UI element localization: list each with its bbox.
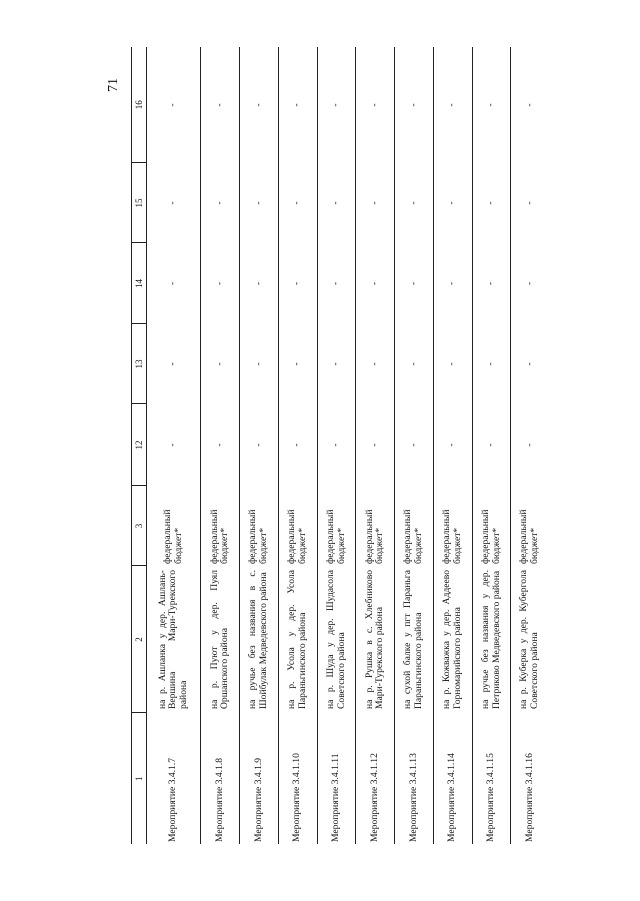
measure-name: Мероприятие 3.4.1.14 — [433, 713, 472, 844]
value-cell: - — [278, 47, 317, 163]
value-cell: - — [201, 324, 240, 404]
table-row — [317, 47, 356, 844]
funding-source: федеральный бюджет* — [433, 486, 472, 566]
value-cell: - — [240, 324, 279, 404]
value-cell: - — [523, 201, 535, 205]
funding-source: федеральный бюджет* — [356, 486, 395, 566]
value-cell: - — [147, 47, 201, 163]
value-cell: - — [356, 47, 395, 163]
value-cell: - — [523, 443, 535, 447]
value-cell: - — [278, 404, 317, 486]
measure-location: на р. Куберка у дер. Кубергола Советского района — [518, 570, 541, 709]
value-cell: - — [147, 324, 201, 404]
column-header: 14 — [132, 243, 147, 324]
value-cell: - — [433, 163, 472, 243]
column-header: 13 — [132, 324, 147, 404]
value-cell: - — [317, 324, 356, 404]
value-cell: - — [523, 103, 535, 107]
table-row — [278, 47, 317, 844]
value-cell: - — [433, 47, 472, 163]
value-cell: - — [317, 163, 356, 243]
funding-source: федеральный бюджет* — [201, 486, 240, 566]
value-cell: - — [356, 324, 395, 404]
value-cell: - — [278, 243, 317, 324]
column-header: 3 — [132, 486, 147, 566]
value-cell: - — [317, 47, 356, 163]
measure-location: на ручье без названия у дер. Петриково Медведевского района — [472, 566, 511, 713]
value-cell: - — [472, 163, 511, 243]
table-row — [395, 47, 434, 844]
column-header: 16 — [132, 47, 147, 163]
measure-name: Мероприятие 3.4.1.15 — [472, 713, 511, 844]
measure-location: на р. Ашланка у дер. Ашлань-Вершина Мари-Турекского района — [147, 566, 201, 713]
table-row — [511, 47, 549, 844]
table-row — [201, 47, 240, 844]
value-cell: - — [523, 281, 535, 286]
value-cell: - — [523, 362, 535, 366]
measure-location: на сухой балке у пгт Параньга Параньгинского района — [395, 566, 434, 713]
measure-location: на р. Шуда у дер. Шудасола Советского района — [317, 566, 356, 713]
measure-location: на р. Кожважка у дер. Аддеево Горномарийского района — [433, 566, 472, 713]
funding-source: федеральный бюджет* — [240, 486, 279, 566]
measure-location: на ручье без названия в с. Шойбулак Медведевского района — [240, 566, 279, 713]
measures-table — [131, 47, 549, 844]
measure-location: на р. Пуют у дер. Пуял Оршанского района — [201, 566, 240, 713]
value-cell: - — [147, 404, 201, 486]
value-cell: - — [240, 404, 279, 486]
value-cell: - — [201, 163, 240, 243]
column-header: 12 — [132, 404, 147, 486]
funding-source: федеральный бюджет* — [278, 486, 317, 566]
table-row — [147, 47, 201, 844]
value-cell: - — [433, 404, 472, 486]
value-cell: - — [201, 47, 240, 163]
measure-name: Мероприятие 3.4.1.13 — [395, 713, 434, 844]
measure-name: Мероприятие 3.4.1.10 — [278, 713, 317, 844]
measure-name: Мероприятие 3.4.1.8 — [201, 713, 240, 844]
measures-table-wrapper — [131, 47, 549, 844]
value-cell: - — [147, 243, 201, 324]
funding-source: федеральный бюджет* — [518, 509, 541, 564]
column-header: 1 — [132, 713, 147, 844]
value-cell: - — [240, 47, 279, 163]
table-row — [433, 47, 472, 844]
page-number: 71 — [106, 78, 121, 92]
value-cell: - — [395, 324, 434, 404]
value-cell: - — [472, 404, 511, 486]
value-cell: - — [395, 163, 434, 243]
value-cell: - — [201, 404, 240, 486]
measure-name: Мероприятие 3.4.1.16 — [523, 753, 535, 842]
value-cell: - — [472, 243, 511, 324]
column-header: 15 — [132, 163, 147, 243]
funding-source: федеральный бюджет* — [317, 486, 356, 566]
column-header: 2 — [132, 566, 147, 713]
measure-name: Мероприятие 3.4.1.12 — [356, 713, 395, 844]
value-cell: - — [395, 404, 434, 486]
value-cell: - — [472, 47, 511, 163]
value-cell: - — [433, 324, 472, 404]
measure-name: Мероприятие 3.4.1.11 — [317, 713, 356, 844]
table-row — [356, 47, 395, 844]
value-cell: - — [201, 243, 240, 324]
funding-source: федеральный бюджет* — [472, 486, 511, 566]
measure-location: на р. Рушка в с. Хлебниково Мари-Турекского района — [356, 566, 395, 713]
table-row — [472, 47, 511, 844]
table-row — [240, 47, 279, 844]
table-body — [147, 47, 550, 844]
value-cell: - — [356, 163, 395, 243]
measure-name: Мероприятие 3.4.1.7 — [147, 713, 201, 844]
value-cell: - — [356, 404, 395, 486]
value-cell: - — [147, 163, 201, 243]
funding-source: федеральный бюджет* — [395, 486, 434, 566]
value-cell: - — [395, 243, 434, 324]
value-cell: - — [395, 47, 434, 163]
measure-name: Мероприятие 3.4.1.9 — [240, 713, 279, 844]
value-cell: - — [278, 324, 317, 404]
value-cell: - — [433, 243, 472, 324]
value-cell: - — [317, 243, 356, 324]
value-cell: - — [278, 163, 317, 243]
value-cell: - — [472, 324, 511, 404]
value-cell: - — [240, 243, 279, 324]
measure-location: на р. Усола у дер. Усола Параньгинского района — [278, 566, 317, 713]
value-cell: - — [240, 163, 279, 243]
value-cell: - — [356, 243, 395, 324]
funding-source: федеральный бюджет* — [147, 486, 201, 566]
value-cell: - — [317, 404, 356, 486]
header-row — [132, 47, 147, 844]
